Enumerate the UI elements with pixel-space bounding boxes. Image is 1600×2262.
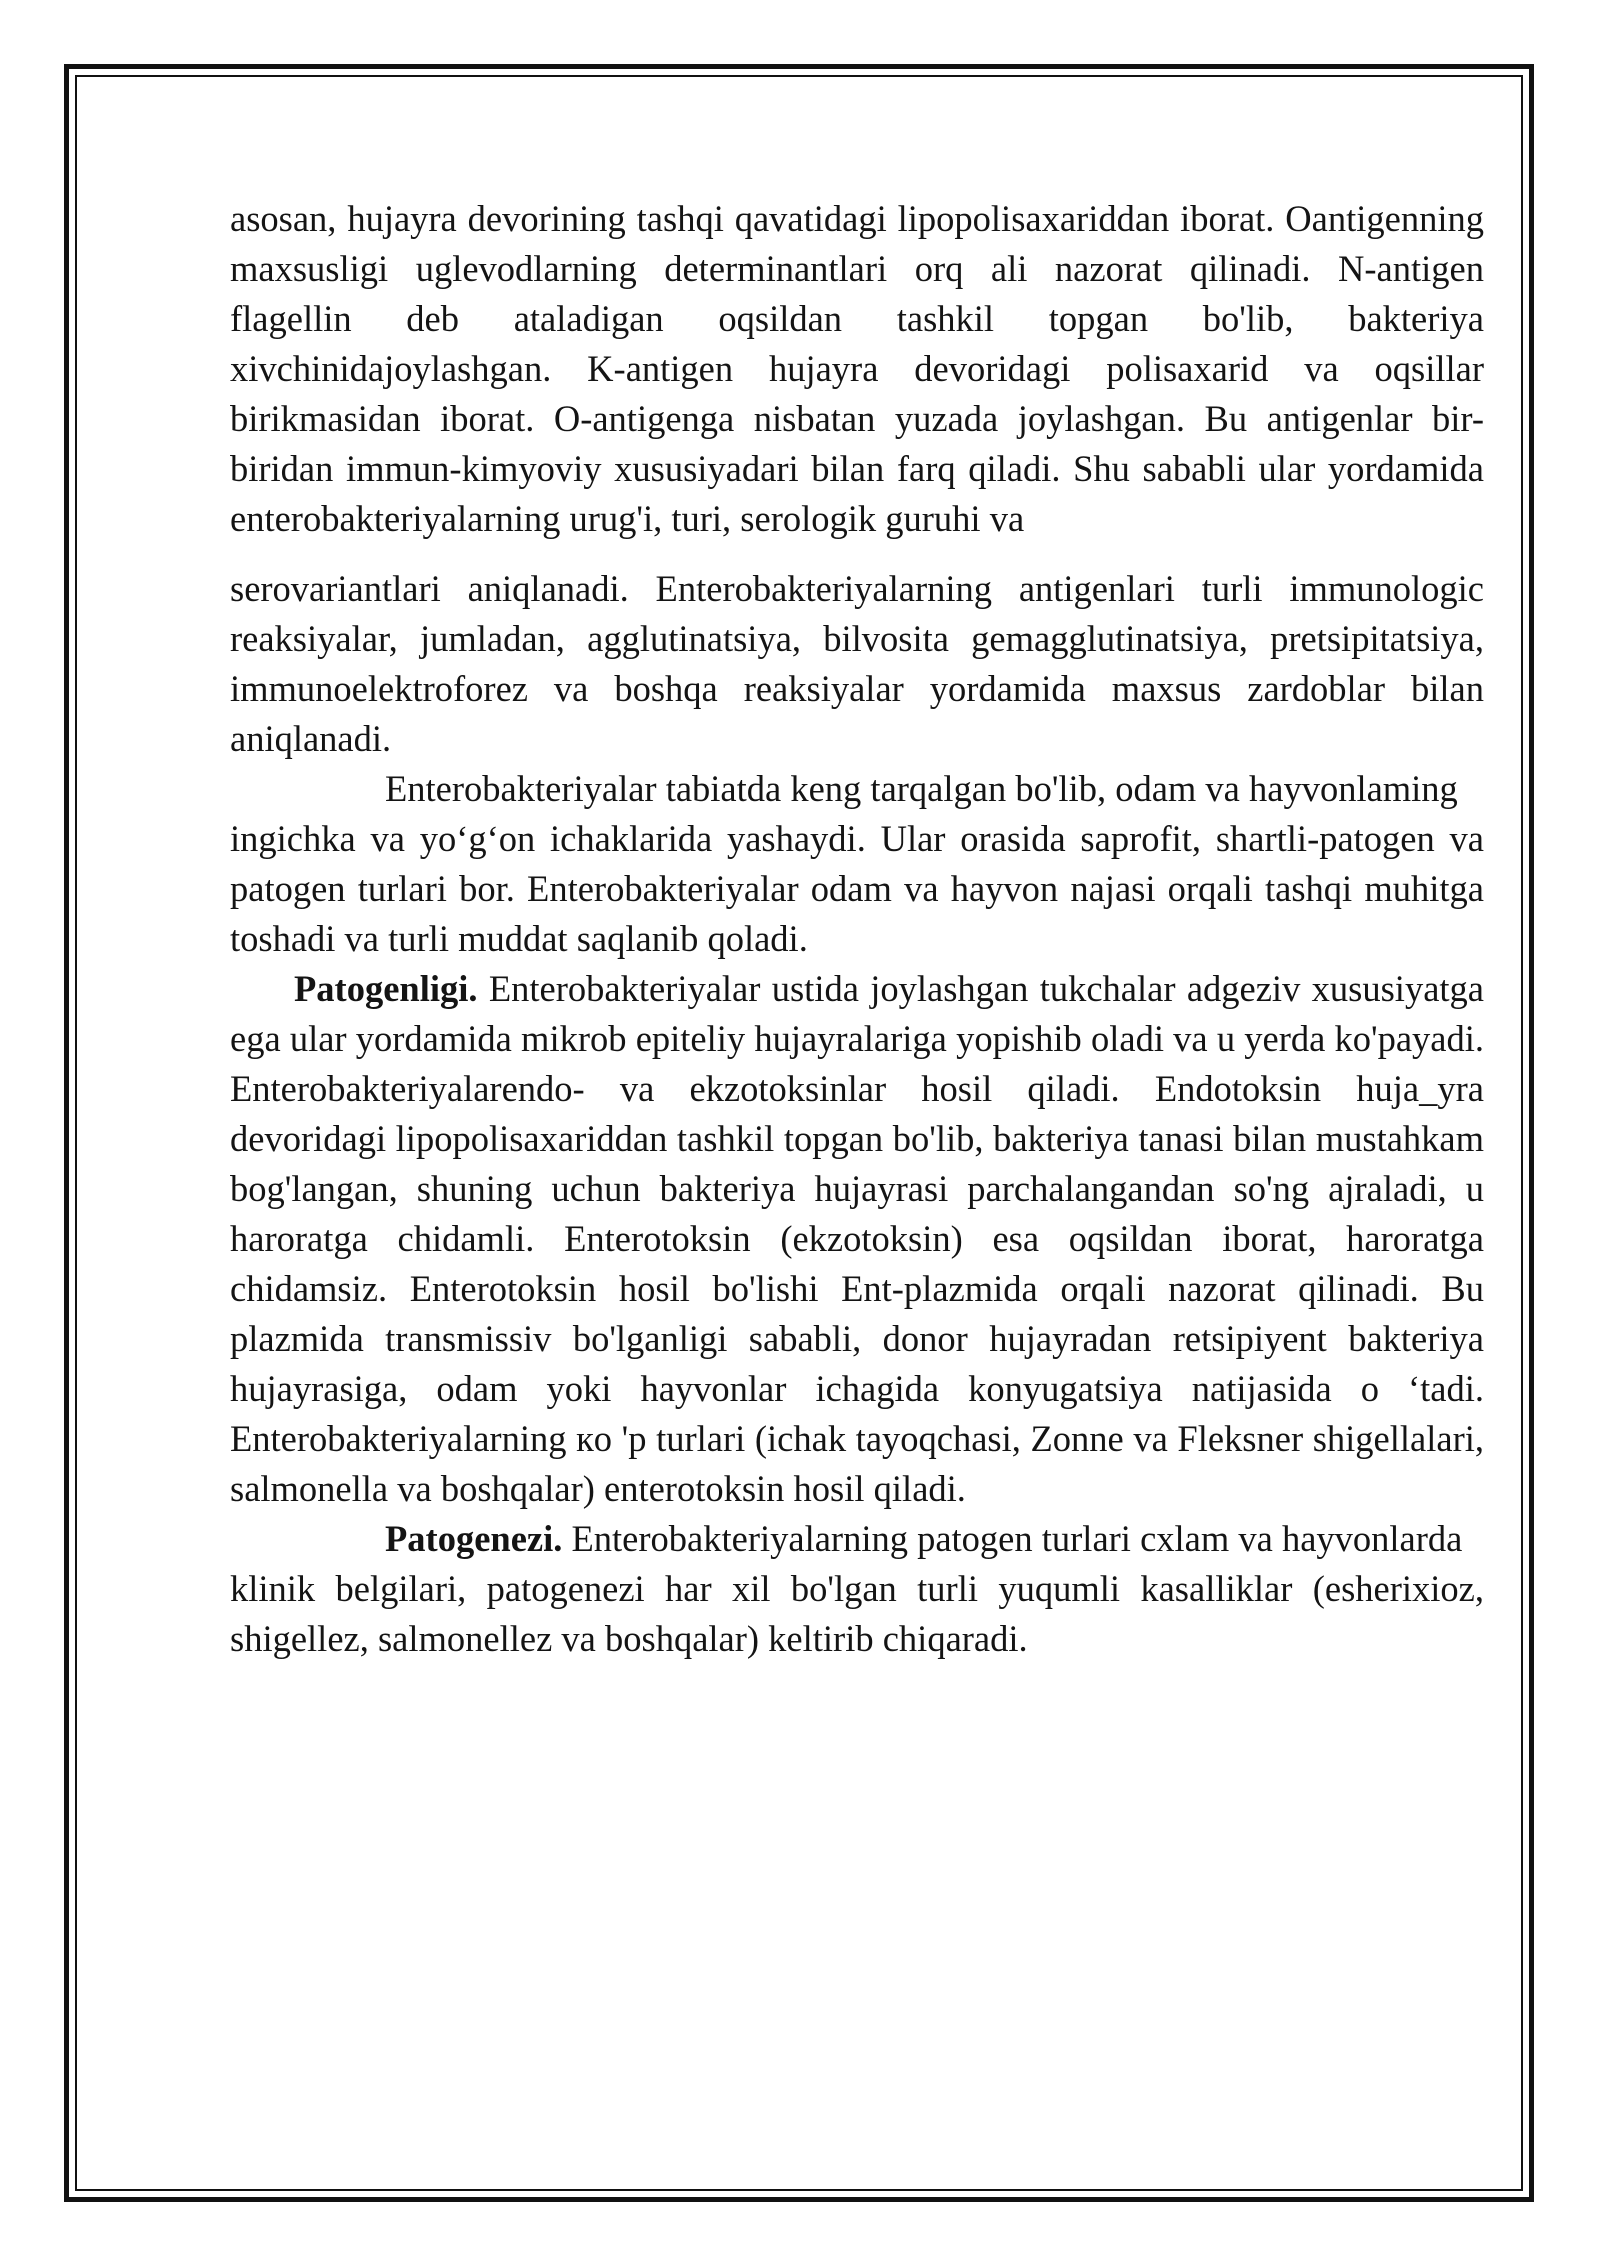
paragraph-pathogenesis: klinik belgilari, patogenezi har xil bo'lgan turli yuqumli kasalliklar (esherixioz, shigellez, salmonellez va boshqalar) keltirib chiqaradi.	[230, 1568, 1484, 1659]
heading-pathogenesis: Patogenezi.	[385, 1518, 563, 1559]
paragraph-habitat-intro: Enterobakteriyalar tabiatda keng tarqalgan bo'lib, odam va hayvonlaming	[385, 768, 1458, 809]
document-body	[230, 194, 1484, 1664]
heading-pathogenicity: Patogenligi.	[294, 968, 478, 1009]
paragraph-habitat: ingichka va yo‘g‘on ichaklarida yashaydi. Ular orasida saprofit, shartli-patogen va patogen turlari bor. Enterobakteriyalar odam va hayvon najasi orqali tashqi muhitga toshadi va turli muddat saqlanib qoladi.	[230, 818, 1484, 959]
paragraph-pathogenicity	[230, 964, 1484, 1514]
paragraph-pathogenesis-intro	[230, 1514, 1484, 1564]
pathogenicity-body: Enterobakteriyalar ustida joylashgan tukchalar adgeziv xususiyatga ega ular yordamida mikrob epiteliy hujayralariga yopishib oladi va u yerda ko'payadi. Enterobakteriyalarendo- va ekzotoksinlar hosil qiladi. Endotoksin huja_yra devoridagi lipopolisaxariddan tashkil topgan bo'lib, bakteriya tanasi bilan mustahkam bog'langan, shuning uchun bakteriya hujayrasi parchalangandan so'ng ajraladi, u haroratga chidamli. Enterotoksin (ekzotoksin) esa oqsildan iborat, haroratga chidamsiz. Enterotoksin hosil bo'lishi Ent-plazmida orqali nazorat qilinadi. Bu plazmida transmissiv bo'lganligi sababli, donor hujayradan retsipiyent bakteriya hujayrasiga, odam yoki hayvonlar ichagida konyugatsiya natijasida o ‘tadi. Enterobakteriyalarning кo 'p turlari (ichak tayoqchasi, Zonne va Fleksner shigellalari, salmonella va boshqalar) enterotoksin hosil qiladi.	[230, 968, 1484, 1509]
pathogenesis-intro-body: Enterobakteriyalarning patogen turlari cxlam va hayvonlarda	[562, 1518, 1463, 1559]
paragraph-antigens: asosan, hujayra devorining tashqi qavatidagi lipopolisaxariddan iborat. Oantigenning maxsusligi uglevodlarning determinantlari orq ali nazorat qilinadi. N-antigen flagellin deb ataladigan oqsildan tashkil topgan bo'lib, bakteriya xivchinidajoylashgan. K-antigen hujayra devoridagi polisaxarid va oqsillar birikmasidan iborat. O-antigenga nisbatan yuzada joylashgan. Bu antigenlar bir-biridan immun-kimyoviy xususiyadari bilan farq qiladi. Shu sababli ular yordamida enterobakteriyalarning urug'i, turi, serologik guruhi va	[230, 198, 1484, 539]
paragraph-serovariants: serovariantlari aniqlanadi. Enterobakteriyalarning antigenlari turli immunologic reaksiyalar, jumladan, agglutinatsiya, bilvosita gemagglutinatsiya, pretsipitatsiya, immunoelektroforez va boshqa reaksiyalar yordamida maxsus zardoblar bilan aniqlanadi.	[230, 568, 1484, 759]
